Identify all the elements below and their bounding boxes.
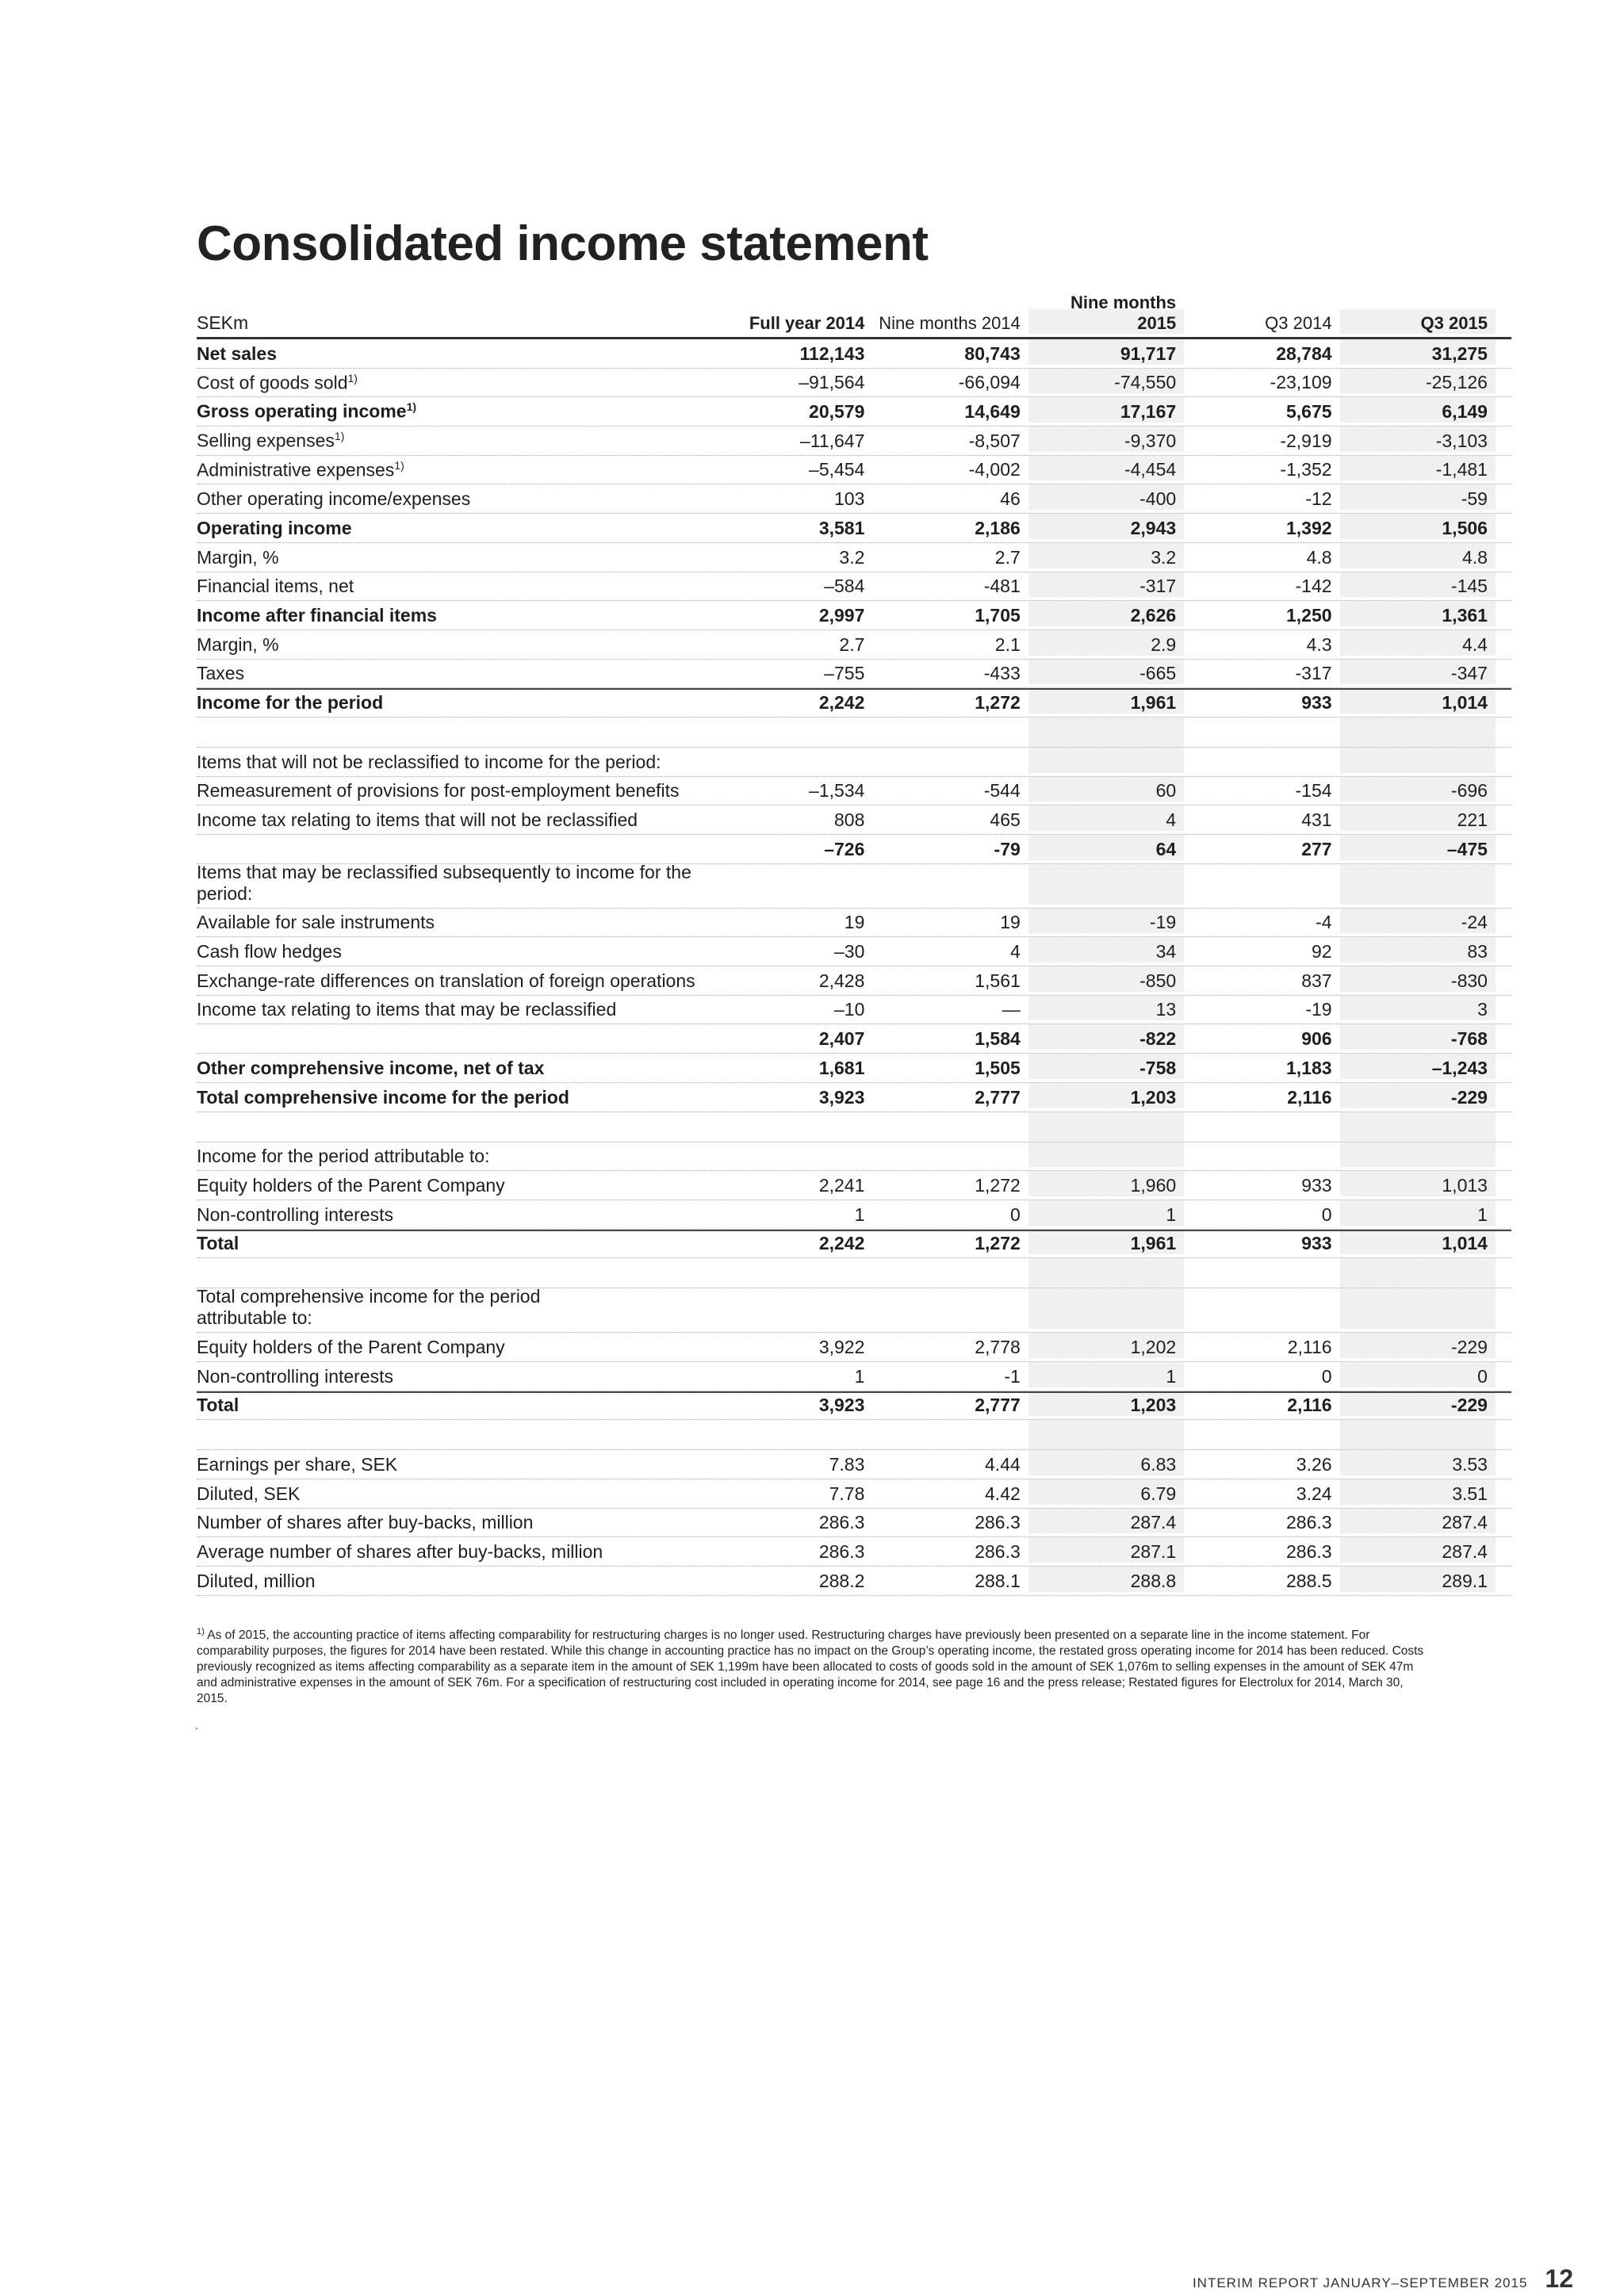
row-label: Diluted, million bbox=[197, 1570, 316, 1591]
row-label: Items that may be reclassified subsequently to income for the period: bbox=[197, 861, 691, 904]
cell-value: 289.1 bbox=[1340, 1567, 1496, 1592]
row-label: Income tax relating to items that will not be reclassified bbox=[197, 809, 638, 830]
cell-value: -3,103 bbox=[1340, 427, 1496, 452]
table-row bbox=[197, 1171, 1511, 1200]
cell-value: 0 bbox=[1321, 1203, 1332, 1225]
cell-value: 7.83 bbox=[829, 1454, 865, 1475]
cell-value: -19 bbox=[1028, 909, 1184, 934]
cell-value: –1,534 bbox=[809, 780, 865, 802]
cell-value: 1,202 bbox=[1028, 1333, 1184, 1358]
cell-value: 431 bbox=[1301, 809, 1332, 830]
table-row bbox=[197, 339, 1511, 369]
table-row bbox=[197, 1362, 1511, 1391]
cell-value: -317 bbox=[1028, 572, 1184, 598]
cell-value: -544 bbox=[983, 780, 1021, 802]
row-label: Diluted, SEK bbox=[197, 1483, 301, 1504]
cell-value bbox=[717, 748, 872, 773]
cell-value: 465 bbox=[990, 809, 1021, 830]
cell-value: -66,094 bbox=[958, 372, 1021, 393]
table-row bbox=[197, 909, 1511, 938]
row-label: Taxes bbox=[197, 663, 245, 684]
table-row bbox=[197, 1479, 1511, 1509]
cell-value: 91,717 bbox=[1028, 339, 1184, 365]
cell-value: 288.8 bbox=[1028, 1567, 1184, 1592]
cell-value bbox=[1184, 1288, 1339, 1329]
cell-value: –30 bbox=[834, 941, 865, 962]
cell-value: -822 bbox=[1028, 1024, 1184, 1050]
cell-value bbox=[717, 1288, 872, 1329]
row-label: Selling expenses$^{1)}$ bbox=[197, 430, 345, 451]
footnote-ref: 1) bbox=[347, 371, 358, 385]
row-label: Available for sale instruments bbox=[197, 912, 435, 933]
cell-value bbox=[1028, 864, 1184, 905]
cell-value bbox=[872, 1288, 1028, 1329]
cell-value bbox=[872, 748, 1028, 773]
cell-value: 1,960 bbox=[1028, 1171, 1184, 1196]
cell-value: 4.44 bbox=[985, 1454, 1021, 1475]
cell-value: -2,919 bbox=[1280, 430, 1332, 451]
table-row bbox=[197, 514, 1511, 543]
cell-value: -229 bbox=[1340, 1333, 1496, 1358]
table-row bbox=[197, 1537, 1511, 1567]
cell-value: 92 bbox=[1311, 941, 1332, 962]
cell-value: 3 bbox=[1340, 996, 1496, 1021]
cell-value: -4,002 bbox=[968, 459, 1021, 480]
cell-value: -229 bbox=[1340, 1393, 1496, 1417]
cell-value: 1,203 bbox=[1028, 1393, 1184, 1417]
cell-value: 1 bbox=[854, 1203, 865, 1225]
cell-value: 1 bbox=[1028, 1362, 1184, 1387]
cell-value: -400 bbox=[1028, 484, 1184, 510]
cell-value: 3,923 bbox=[818, 1086, 865, 1108]
footnote bbox=[197, 1624, 1434, 1707]
row-label: Average number of shares after buy-backs, million bbox=[197, 1541, 603, 1563]
table-row bbox=[197, 543, 1511, 572]
row-label: Cash flow hedges bbox=[197, 941, 342, 962]
column-header: Full year 2014 bbox=[749, 313, 865, 333]
footnote-ref: 1) bbox=[394, 458, 404, 472]
cell-value: 286.3 bbox=[1286, 1541, 1332, 1563]
row-label: Income tax relating to items that may be reclassified bbox=[197, 999, 617, 1020]
cell-value: –11,647 bbox=[799, 430, 865, 451]
cell-value bbox=[717, 1142, 872, 1168]
spacer-row bbox=[197, 1112, 1511, 1142]
cell-value: 5,675 bbox=[1286, 401, 1332, 423]
cell-value: 3.51 bbox=[1340, 1479, 1496, 1505]
row-label: Administrative expenses$^{1)}$ bbox=[197, 458, 404, 480]
cell-value: 2,116 bbox=[1287, 1336, 1332, 1357]
cell-value: 1,584 bbox=[975, 1028, 1021, 1050]
cell-value: 288.5 bbox=[1286, 1570, 1332, 1591]
cell-value: 34 bbox=[1028, 937, 1184, 962]
cell-value: -850 bbox=[1028, 966, 1184, 992]
cell-value: 6.83 bbox=[1028, 1450, 1184, 1475]
cell-value: 1,013 bbox=[1340, 1171, 1496, 1196]
cell-value: 3,581 bbox=[818, 517, 865, 538]
table-row bbox=[197, 937, 1511, 966]
cell-value: 2,241 bbox=[818, 1174, 865, 1196]
cell-value: -1 bbox=[1004, 1365, 1021, 1387]
stray-dot: . bbox=[195, 1719, 198, 1732]
cell-value: -23,109 bbox=[1270, 372, 1332, 393]
cell-value: 933 bbox=[1301, 691, 1332, 713]
cell-value: 287.4 bbox=[1340, 1537, 1496, 1563]
cell-value: -768 bbox=[1340, 1024, 1496, 1050]
cell-value: -4 bbox=[1316, 912, 1332, 933]
cell-value bbox=[1340, 1142, 1496, 1168]
cell-value bbox=[872, 1142, 1028, 1168]
table-row bbox=[197, 1567, 1511, 1596]
cell-value bbox=[717, 864, 872, 905]
row-label: Gross operating income$^{1)}$ bbox=[197, 400, 417, 423]
cell-value: 17,167 bbox=[1028, 397, 1184, 423]
table-row bbox=[197, 777, 1511, 806]
report-name: INTERIM REPORT JANUARY–SEPTEMBER 2015 bbox=[1192, 2275, 1528, 2290]
table-row bbox=[197, 688, 1511, 718]
cell-value: 4.8 bbox=[1340, 543, 1496, 568]
footnote-text: As of 2015, the accounting practice of items affecting comparability for restructuring charges is no longer used. Restructuring charges have previously been presented on a separate line in the income statement. For comparability purposes, the figures for 2014 have been restated. While this change in accounting practice has no impact on the Group’s operating income, the restated gross operating income for 2014 has been reduced. Costs previously recognized as items affecting comparability as a separate item in the amount of SEK 1,199m have been allocated to costs of goods sold in the amount of SEK 1,076m to selling expenses in the amount of SEK 47m and administrative expenses in the amount of SEK 76m. For a specification of restructuring cost included in operating income for 2014, see page 16 and the press release; Restated figures for Electrolux for 2014, March 30, 2015. bbox=[197, 1628, 1424, 1706]
cell-value: 3.24 bbox=[1296, 1483, 1332, 1504]
cell-value: 0 bbox=[1321, 1365, 1332, 1387]
cell-value: 1,183 bbox=[1286, 1057, 1332, 1078]
cell-value: 3.26 bbox=[1296, 1454, 1332, 1475]
cell-value: 2,943 bbox=[1028, 514, 1184, 539]
cell-value: 1 bbox=[1340, 1200, 1496, 1226]
table-row bbox=[197, 1450, 1511, 1479]
cell-value: 4.42 bbox=[985, 1483, 1021, 1504]
row-label: Earnings per share, SEK bbox=[197, 1454, 398, 1475]
cell-value: 4 bbox=[1009, 941, 1021, 962]
table-row bbox=[197, 966, 1511, 996]
table-row bbox=[197, 1391, 1511, 1421]
cell-value: 277 bbox=[1301, 838, 1332, 859]
cell-value: –584 bbox=[824, 576, 865, 597]
cell-value: 112,143 bbox=[799, 342, 865, 364]
cell-value: 2,626 bbox=[1028, 601, 1184, 626]
cell-value bbox=[1028, 748, 1184, 773]
cell-value: 1 bbox=[1028, 1200, 1184, 1226]
cell-value: 286.3 bbox=[1286, 1512, 1332, 1533]
cell-value: 1,392 bbox=[1286, 517, 1332, 538]
cell-value: 1,705 bbox=[975, 604, 1021, 626]
cell-value: 287.1 bbox=[1028, 1537, 1184, 1563]
cell-value: 2,777 bbox=[975, 1086, 1021, 1108]
cell-value bbox=[1184, 748, 1339, 773]
table-row bbox=[197, 835, 1511, 864]
spacer-row bbox=[197, 1420, 1511, 1450]
cell-value bbox=[1340, 748, 1496, 773]
cell-value: -830 bbox=[1340, 966, 1496, 992]
cell-value: -12 bbox=[1305, 488, 1332, 510]
cell-value: 2,777 bbox=[975, 1395, 1021, 1416]
row-label: Equity holders of the Parent Company bbox=[197, 1174, 505, 1196]
row-label: Net sales bbox=[197, 342, 278, 364]
cell-value: 1,961 bbox=[1028, 1231, 1184, 1255]
page-footer bbox=[1193, 2264, 1573, 2294]
cell-value: 1,361 bbox=[1340, 601, 1496, 626]
cell-value: 286.3 bbox=[818, 1541, 865, 1563]
row-label: Total bbox=[197, 1233, 239, 1254]
table-row bbox=[197, 1200, 1511, 1230]
cell-value: 287.4 bbox=[1028, 1509, 1184, 1534]
row-label: Non-controlling interests bbox=[197, 1203, 394, 1225]
table-row bbox=[197, 630, 1511, 660]
cell-value: 28,784 bbox=[1276, 342, 1332, 364]
table-row bbox=[197, 427, 1511, 456]
table-row bbox=[197, 1054, 1511, 1083]
row-label: Exchange-rate differences on translation of foreign operations bbox=[197, 970, 695, 991]
table-row bbox=[197, 369, 1511, 398]
cell-value: 2,428 bbox=[818, 970, 865, 991]
cell-value: 2,997 bbox=[818, 604, 865, 626]
cell-value: 1,203 bbox=[1028, 1083, 1184, 1108]
cell-value: 4.8 bbox=[1306, 546, 1332, 568]
cell-value bbox=[1184, 864, 1339, 905]
table-row bbox=[197, 748, 1511, 777]
column-header: Nine months 2014 bbox=[879, 313, 1021, 333]
cell-value: 3,922 bbox=[818, 1336, 865, 1357]
table-header bbox=[197, 293, 1511, 339]
cell-value: 4.4 bbox=[1340, 630, 1496, 656]
cell-value: 808 bbox=[834, 809, 865, 830]
cell-value: 2,116 bbox=[1287, 1395, 1332, 1416]
cell-value bbox=[1028, 1142, 1184, 1168]
cell-value bbox=[872, 864, 1028, 905]
cell-value: -154 bbox=[1295, 780, 1332, 802]
row-label: Income for the period bbox=[197, 691, 384, 713]
row-label: Income after financial items bbox=[197, 604, 437, 626]
row-label: Items that will not be reclassified to income for the period: bbox=[197, 751, 661, 772]
table-row bbox=[197, 1083, 1511, 1112]
table-row bbox=[197, 861, 1511, 909]
cell-value bbox=[1340, 864, 1496, 905]
cell-value: –91,564 bbox=[799, 372, 865, 393]
table-row bbox=[197, 1024, 1511, 1054]
table-row bbox=[197, 456, 1511, 485]
cell-value: 83 bbox=[1340, 937, 1496, 962]
cell-value: 6.79 bbox=[1028, 1479, 1184, 1505]
table-row bbox=[197, 1509, 1511, 1538]
row-label: Margin, % bbox=[197, 633, 279, 655]
unit-label: SEKm bbox=[197, 312, 249, 333]
cell-value: 2,407 bbox=[818, 1028, 865, 1050]
column-header: Q3 2015 bbox=[1340, 309, 1496, 334]
row-label: Other comprehensive income, net of tax bbox=[197, 1057, 545, 1078]
cell-value: 31,275 bbox=[1340, 339, 1496, 365]
row-label: Total comprehensive income for the period attributable to: bbox=[197, 1286, 541, 1329]
cell-value: 13 bbox=[1028, 996, 1184, 1021]
cell-value: 286.3 bbox=[818, 1512, 865, 1533]
table-row bbox=[197, 1333, 1511, 1362]
page-number: 12 bbox=[1545, 2264, 1573, 2293]
cell-value: 4.3 bbox=[1306, 633, 1332, 655]
cell-value: 60 bbox=[1028, 777, 1184, 802]
row-label: Equity holders of the Parent Company bbox=[197, 1336, 505, 1357]
cell-value: 7.78 bbox=[829, 1483, 865, 1504]
cell-value: -317 bbox=[1295, 663, 1332, 684]
cell-value: 2,242 bbox=[818, 1233, 865, 1254]
cell-value: -59 bbox=[1340, 484, 1496, 510]
footnote-marker: 1) bbox=[197, 1627, 205, 1636]
cell-value: -145 bbox=[1340, 572, 1496, 598]
table-row bbox=[197, 996, 1511, 1025]
spacer-row bbox=[197, 1258, 1511, 1288]
cell-value: 286.3 bbox=[975, 1541, 1021, 1563]
cell-value: -1,352 bbox=[1280, 459, 1332, 480]
cell-value: –10 bbox=[834, 999, 865, 1020]
cell-value: -433 bbox=[983, 663, 1021, 684]
table-row bbox=[197, 601, 1511, 630]
row-label: Number of shares after buy-backs, million bbox=[197, 1512, 534, 1533]
row-label: Margin, % bbox=[197, 546, 279, 568]
cell-value: -347 bbox=[1340, 660, 1496, 685]
table-row bbox=[197, 1142, 1511, 1172]
cell-value: 14,649 bbox=[964, 401, 1021, 423]
cell-value: -758 bbox=[1028, 1054, 1184, 1079]
cell-value: 288.1 bbox=[975, 1570, 1021, 1591]
cell-value: –755 bbox=[824, 663, 865, 684]
cell-value: 6,149 bbox=[1340, 397, 1496, 423]
cell-value: 2,242 bbox=[818, 691, 865, 713]
footnote-ref: 1) bbox=[406, 400, 417, 414]
cell-value: -142 bbox=[1295, 576, 1332, 597]
cell-value: 1,272 bbox=[975, 691, 1021, 713]
cell-value: 1,250 bbox=[1286, 604, 1332, 626]
row-label: Total bbox=[197, 1395, 239, 1416]
cell-value: 1,014 bbox=[1340, 690, 1496, 714]
cell-value: -9,370 bbox=[1028, 427, 1184, 452]
cell-value: 2.7 bbox=[839, 633, 865, 655]
cell-value: –475 bbox=[1340, 835, 1496, 860]
cell-value: -229 bbox=[1340, 1083, 1496, 1108]
table-row bbox=[197, 1230, 1511, 1259]
cell-value: 80,743 bbox=[964, 342, 1021, 364]
cell-value: –1,243 bbox=[1340, 1054, 1496, 1079]
cell-value bbox=[1028, 1288, 1184, 1329]
cell-value: 1,505 bbox=[975, 1057, 1021, 1078]
cell-value: 46 bbox=[1000, 488, 1021, 510]
table-row bbox=[197, 660, 1511, 689]
cell-value: -665 bbox=[1028, 660, 1184, 685]
cell-value: -8,507 bbox=[968, 430, 1021, 451]
table-row bbox=[197, 806, 1511, 835]
cell-value: 288.2 bbox=[818, 1570, 865, 1591]
cell-value: 0 bbox=[1009, 1203, 1021, 1225]
row-label: Remeasurement of provisions for post-employment benefits bbox=[197, 780, 680, 802]
cell-value: -24 bbox=[1340, 909, 1496, 934]
cell-value: 2.1 bbox=[994, 633, 1021, 655]
row-label: Operating income bbox=[197, 517, 352, 538]
cell-value: 103 bbox=[834, 488, 865, 510]
table-row bbox=[197, 397, 1511, 427]
cell-value: 3.2 bbox=[1028, 543, 1184, 568]
cell-value: 1,506 bbox=[1340, 514, 1496, 539]
footnote-ref: 1) bbox=[334, 430, 345, 443]
cell-value: -4,454 bbox=[1028, 456, 1184, 481]
cell-value: -696 bbox=[1340, 777, 1496, 802]
cell-value bbox=[1340, 1288, 1496, 1329]
row-label: Income for the period attributable to: bbox=[197, 1146, 490, 1167]
cell-value: 19 bbox=[1000, 912, 1021, 933]
cell-value: 1,561 bbox=[975, 970, 1021, 991]
cell-value: 906 bbox=[1301, 1028, 1332, 1050]
cell-value: 3,923 bbox=[818, 1395, 865, 1416]
table-row bbox=[197, 1288, 1511, 1333]
cell-value: 287.4 bbox=[1340, 1509, 1496, 1534]
cell-value: 2,778 bbox=[975, 1336, 1021, 1357]
row-label: Non-controlling interests bbox=[197, 1365, 394, 1387]
column-header: Nine months 2015 bbox=[1028, 309, 1184, 334]
cell-value: -481 bbox=[983, 576, 1021, 597]
page-title: Consolidated income statement bbox=[197, 216, 929, 271]
cell-value: 2,116 bbox=[1287, 1086, 1332, 1108]
cell-value: 2,186 bbox=[975, 517, 1021, 538]
spacer-row bbox=[197, 718, 1511, 748]
cell-value: –726 bbox=[824, 838, 865, 859]
cell-value: 286.3 bbox=[975, 1512, 1021, 1533]
row-label: Other operating income/expenses bbox=[197, 488, 471, 510]
cell-value bbox=[1184, 1142, 1339, 1168]
cell-value: -74,550 bbox=[1028, 369, 1184, 394]
cell-value: –5,454 bbox=[809, 459, 865, 480]
cell-value: 1,681 bbox=[818, 1057, 865, 1078]
cell-value: 64 bbox=[1028, 835, 1184, 860]
row-label: Total comprehensive income for the period bbox=[197, 1086, 569, 1108]
cell-value: 1,961 bbox=[1028, 690, 1184, 714]
cell-value: 2.7 bbox=[994, 546, 1021, 568]
cell-value: 2.9 bbox=[1028, 630, 1184, 656]
cell-value: 3.2 bbox=[839, 546, 865, 568]
row-label: Financial items, net bbox=[197, 576, 354, 597]
cell-value: 0 bbox=[1340, 1362, 1496, 1387]
cell-value: — bbox=[1002, 999, 1021, 1020]
table-row bbox=[197, 484, 1511, 514]
row-label: Cost of goods sold$^{1)}$ bbox=[197, 371, 358, 393]
income-statement-table bbox=[197, 293, 1511, 1596]
cell-value: -25,126 bbox=[1340, 369, 1496, 394]
cell-value: -79 bbox=[994, 838, 1021, 859]
cell-value: 1 bbox=[854, 1365, 865, 1387]
cell-value: 933 bbox=[1301, 1174, 1332, 1196]
cell-value: 1,014 bbox=[1340, 1231, 1496, 1255]
cell-value: 19 bbox=[844, 912, 865, 933]
cell-value: 221 bbox=[1340, 806, 1496, 831]
cell-value: 1,272 bbox=[975, 1233, 1021, 1254]
cell-value: 4 bbox=[1028, 806, 1184, 831]
cell-value: 837 bbox=[1301, 970, 1332, 991]
cell-value: 933 bbox=[1301, 1233, 1332, 1254]
cell-value: 20,579 bbox=[809, 401, 865, 423]
cell-value: -19 bbox=[1305, 999, 1332, 1020]
column-header: Q3 2014 bbox=[1265, 313, 1332, 333]
table-row bbox=[197, 572, 1511, 602]
cell-value: 3.53 bbox=[1340, 1450, 1496, 1475]
cell-value: 1,272 bbox=[975, 1174, 1021, 1196]
cell-value: -1,481 bbox=[1340, 456, 1496, 481]
